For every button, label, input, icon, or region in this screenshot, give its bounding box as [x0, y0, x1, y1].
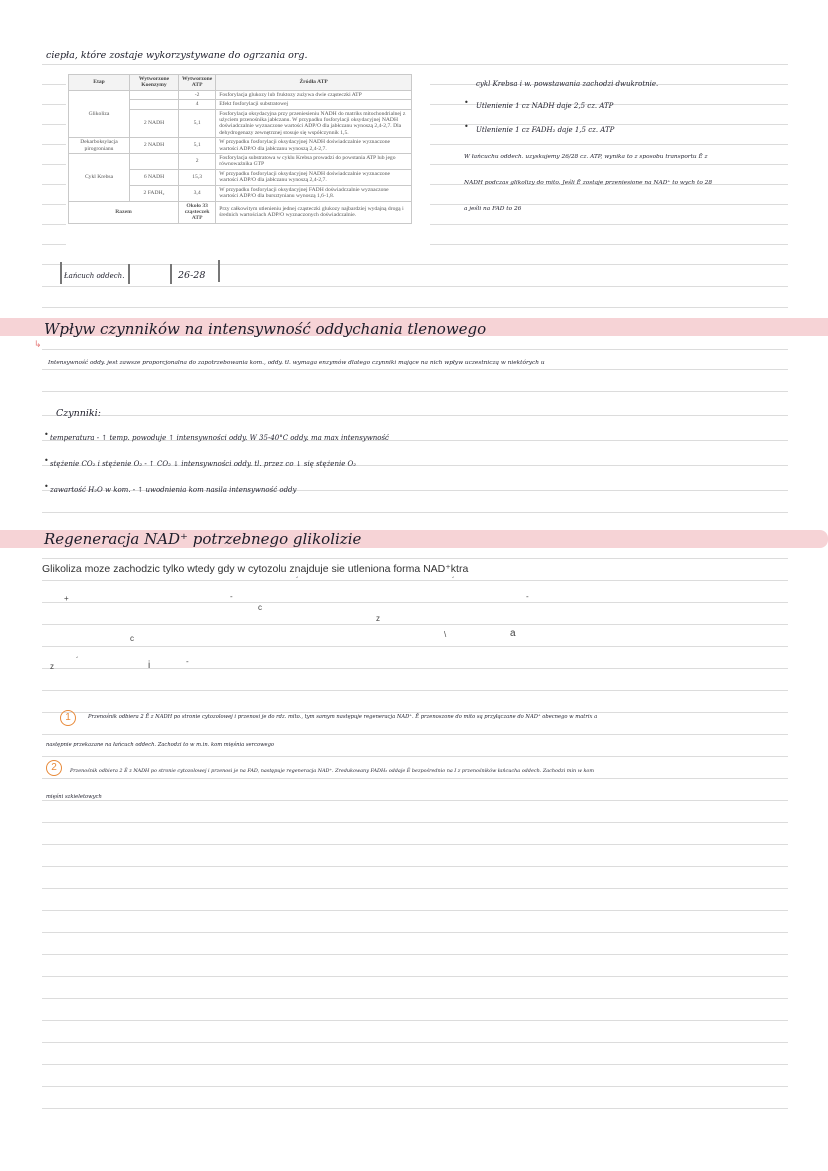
bracket-line: [128, 264, 130, 284]
bracket-line: [218, 260, 220, 282]
table-header: Źródła ATP: [216, 75, 412, 91]
table-cell-zrodla: Fosforylacja glukozy lub fruktozy zużywa dwie cząsteczki ATP: [216, 90, 412, 99]
section1-intro: Intensywność oddy. jest zawsze proporcjonalna do zapotrzebowania kom., oddy. tl. wymaga enzymów dlatego czynniki mające na nich wpływ uczestniczą w niektórych u: [48, 360, 545, 366]
factor-item: stężenie CO₂ i stężenie O₂ - ↑ CO₂ ↓ intensywności oddy. tl. przez co ↓ się stężenie O₂: [50, 460, 357, 468]
item-line: następnie przekazane na łańcuch oddech. Zachodzi to w m.in. kom mięśnia sercowego: [46, 742, 275, 748]
factors-label: Czynniki:: [56, 408, 101, 419]
section2-typed: Glikoliza moze zachodzic tylko wtedy gdy w cytozolu znajduje sie utleniona forma NAD⁺ktra: [42, 563, 469, 575]
stray-mark: \: [444, 630, 447, 639]
stray-mark: -: [186, 657, 189, 666]
bullet-icon: •: [44, 456, 49, 465]
right-note: Utlenienie 1 cz NADH daje 2,5 cz. ATP: [476, 102, 614, 110]
stray-mark: +: [64, 594, 69, 603]
section1-title: Wpływ czynników na intensywność oddychania tlenowego: [44, 320, 487, 338]
top-note: ciepła, które zostaje wykorzystywane do ogrzania org.: [46, 50, 308, 61]
table-cell-zrodla: Fosforylacja oksydacyjna przy przeniesieniu NADH do matriks mitochondrialnej z użyciem przenośnika jabłczanu. W przypadku fosforylacji oksydacyjnej NADH doświadczalnie wyznaczone wartości ADP/O dla jabłczanu wynoszą 2,4-2,7. Dla dehydrogenazy zewnętrznej stosuje się współczynnik 1,5.: [216, 109, 412, 138]
table-total-atp: Około 33 cząsteczek ATP: [179, 201, 216, 223]
bullet-icon: •: [44, 482, 49, 491]
right-note: W łańcuchu oddech. uzyskujemy 26/28 cz. ATP, wynika to z sposobu transportu Ē z: [464, 154, 708, 160]
table-cell-etap: Cykl Krebsa: [69, 154, 130, 201]
table-total-label: Razem: [69, 201, 179, 223]
item-line: Przenośnik odbiera 2 Ē z NADH po stronie cytozolowej i przenosi je do rdz. mito., tym samym następuje regeneracja NAD⁺. Ē przenoszone do mito są przyłączane do NAD⁺ obecnego w matrix a: [88, 714, 598, 720]
table-cell-etap: Dekarboksylacja pirogronianu: [69, 138, 130, 154]
table-cell-zrodla: W przypadku fosforylacji oksydacyjnej NADH doświadczalnie wyznaczone wartości ADP/O dla jabłczanu wynoszą 2,4-2,7.: [216, 138, 412, 154]
bracket-line: [170, 264, 172, 284]
stray-mark: -: [526, 592, 529, 601]
table-cell-atp: 5,1: [179, 109, 216, 138]
stray-mark: a: [510, 628, 516, 639]
number-badge: 1: [60, 710, 76, 726]
table-cell-koenzymy: 2 FADH₂: [130, 185, 179, 201]
table-cell-atp: -2: [179, 90, 216, 99]
table-cell-zrodla: Efekt fosforylacji substratowej: [216, 100, 412, 109]
item-line: Przenośnik odbiera 2 Ē z NADH po stronie cytozolowej i przenosi je na FAD, następuje regeneracja NAD⁺. Zredukowany FADH₂ oddaje Ē bezpośrednio na I z przenośników łańcucha oddech. Zachodzi min w kom: [70, 768, 594, 774]
table-header: Etap: [69, 75, 130, 91]
table-cell-atp: 15,3: [179, 169, 216, 185]
right-note: cykl Krebsa i w. powstawania zachodzi dwukrotnie.: [476, 80, 659, 88]
stray-mark: z: [50, 662, 54, 671]
bullet-icon: •: [44, 430, 49, 439]
stray-mark: ´: [452, 576, 455, 585]
table-cell-koenzymy: 6 NADH: [130, 169, 179, 185]
stray-mark: ´: [296, 576, 299, 585]
bullet-icon: •: [464, 98, 469, 107]
table-cell-atp: 4: [179, 100, 216, 109]
table-cell-etap: Glikoliza: [69, 90, 130, 137]
table-cell-koenzymy: [130, 90, 179, 99]
section2-title: Regeneracja NAD⁺ potrzebnego glikolizie: [44, 530, 362, 548]
table-total-zrodla: Przy całkowitym utlenieniu jednej cząsteczki glukozy najbardziej wydajną drogą i średnich wartościach ADP/O wyznaczonych doświadczalnie.: [216, 201, 412, 223]
table-cell-koenzymy: [130, 154, 179, 170]
table-cell-atp: 3,4: [179, 185, 216, 201]
table-cell-koenzymy: [130, 100, 179, 109]
table-header: Wytworzone Koenzymy: [130, 75, 179, 91]
factor-item: zawartość H₂O w kom. - ↑ uwodnienia kom nasila intensywność oddy: [50, 486, 297, 494]
right-note: NADH podczas glikolizy do mito. Jeśli Ē zostaje przeniesione na NAD⁺ to wych to 28: [464, 180, 713, 186]
factor-item: temperatura - ↑ temp. powoduje ↑ intensywności oddy. W 35-40°C oddy. ma max intensywność: [50, 434, 389, 442]
table-cell-zrodla: W przypadku fosforylacji oksydacyjnej FADH doświadczalnie wyznaczone wartości ADP/O dla bursztynianu wynoszą 1,6-1,8.: [216, 185, 412, 201]
stray-mark: z: [376, 614, 380, 623]
stray-mark: -: [230, 592, 233, 601]
table-row: [69, 154, 412, 170]
under-table-right: 26-28: [178, 270, 206, 281]
stray-mark: ´: [76, 656, 79, 665]
bracket-line: [60, 262, 62, 284]
stray-mark: c: [258, 603, 262, 612]
table-cell-koenzymy: 2 NADH: [130, 138, 179, 154]
table-cell-koenzymy: 2 NADH: [130, 109, 179, 138]
table-row: [69, 90, 412, 99]
atp-table: [68, 74, 412, 224]
table-total-row: [69, 201, 412, 223]
table-header: Wytworzone ATP: [179, 75, 216, 91]
table-cell-zrodla: W przypadku fosforylacji oksydacyjnej NADH doświadczalnie wyznaczone wartości ADP/O dla jabłczanu wynoszą 2,4-2,7.: [216, 169, 412, 185]
table-cell-zrodla: Fosforylacja substratowa w cyklu Krebsa prowadzi do powstania ATP lub jego równoważnika GTP: [216, 154, 412, 170]
bullet-icon: •: [464, 122, 469, 131]
number-badge: 2: [46, 760, 62, 776]
under-table-left: Łańcuch oddech.: [64, 272, 125, 280]
right-note: a jeśli na FAD to 26: [464, 206, 522, 212]
table-cell-atp: 5,1: [179, 138, 216, 154]
stray-mark: c: [130, 634, 134, 643]
table-row: [69, 138, 412, 154]
right-note: Utlenienie 1 cz FADH₂ daje 1,5 cz. ATP: [476, 126, 615, 134]
item-line: mięśni szkieletowych: [46, 794, 102, 800]
table-cell-atp: 2: [179, 154, 216, 170]
arrow-icon: ↳: [34, 340, 42, 350]
stray-mark: i: [148, 660, 151, 671]
